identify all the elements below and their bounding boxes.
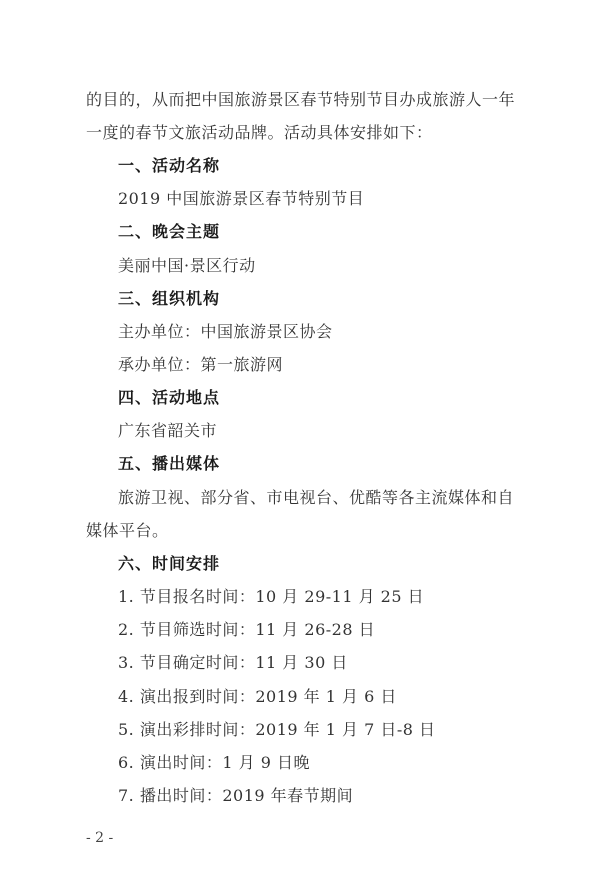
intro-line-1: 的目的，从而把中国旅游景区春节特别节目办成旅游人一年 [86,90,516,109]
schedule-item-6: 6. 演出时间：1 月 9 日晚 [118,753,310,772]
section-heading-media: 五、播出媒体 [118,454,221,473]
section-heading-activity-name: 一、活动名称 [118,156,221,175]
schedule-item-7: 7. 播出时间：2019 年春节期间 [118,786,354,805]
section-text-media-1: 旅游卫视、部分省、市电视台、优酷等各主流媒体和自 [118,488,515,507]
page-number: - 2 - [86,830,114,846]
schedule-item-1: 1. 节目报名时间：10 月 29-11 月 25 日 [118,587,425,606]
section-heading-organization: 三、组织机构 [118,289,221,308]
section-text-theme: 美丽中国·景区行动 [118,256,256,275]
section-heading-schedule: 六、时间安排 [118,554,221,573]
schedule-item-3: 3. 节目确定时间：11 月 30 日 [118,653,348,672]
section-text-activity-name: 2019 中国旅游景区春节特别节目 [118,189,365,208]
section-text-media-2: 媒体平台。 [86,521,169,540]
section-heading-theme: 二、晚会主题 [118,222,221,241]
schedule-item-4: 4. 演出报到时间：2019 年 1 月 6 日 [118,687,397,706]
section-heading-location: 四、活动地点 [118,388,221,407]
intro-line-2: 一度的春节文旅活动品牌。活动具体安排如下： [86,123,433,142]
section-text-host: 主办单位：中国旅游景区协会 [118,322,333,341]
section-text-organizer: 承办单位：第一旅游网 [118,355,284,374]
section-text-location: 广东省韶关市 [118,421,218,440]
schedule-item-5: 5. 演出彩排时间：2019 年 1 月 7 日-8 日 [118,720,436,739]
schedule-item-2: 2. 节目筛选时间：11 月 26-28 日 [118,620,376,639]
